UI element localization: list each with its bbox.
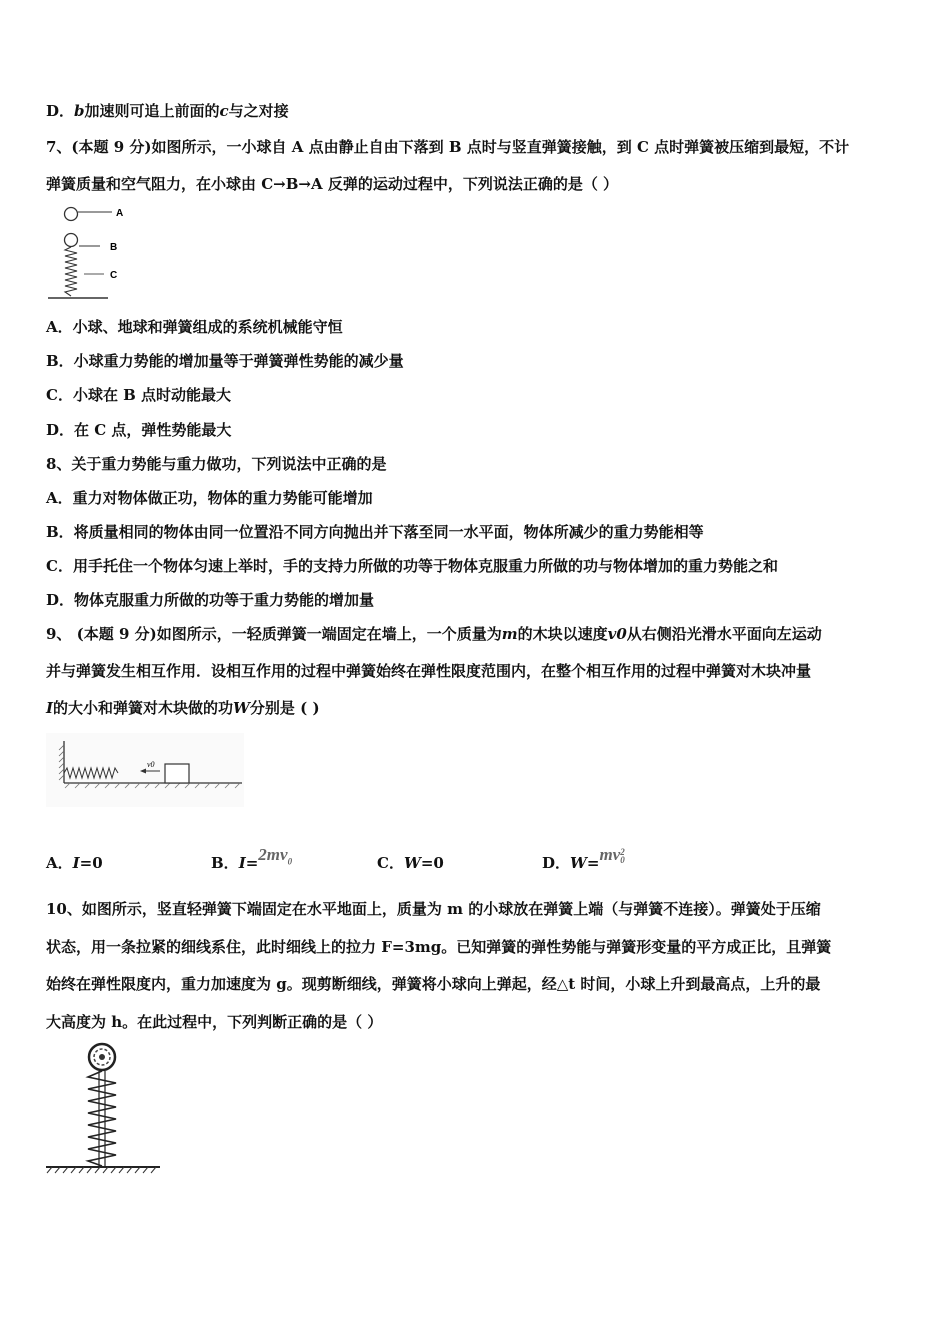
option-value: =0 [420,854,444,872]
q7-stem-line2: 弹簧质量和空气阻力，在小球由 C→B→A 反弹的运动过程中，下列说法正确的是（ ） [46,175,619,193]
formula-subscript: 0 [620,855,625,866]
prev-option-d [46,101,289,121]
var-c: c [219,102,229,120]
q7-stem-line1: 7、(本题 9 分)如图所示，一小球自 A 点由静止自由下落到 B 点时与竖直弹簧接触，到 C 点时弹簧被压缩到最短，不计 [46,138,850,156]
var-i: I [238,854,246,872]
formula-2mv0 [258,845,293,867]
label-c: C [110,270,118,281]
formula-subscript: 0 [287,856,293,867]
q8-option-d: D．物体克服重力所做的功等于重力势能的增加量 [46,591,375,609]
option-label: D． [542,854,571,872]
var-v0: v0 [607,625,627,643]
q9-wall-spring-block-figure [46,733,246,809]
var-w: W [403,854,421,872]
q10-stem-line2: 状态，用一条拉紧的细线系住，此时细线上的拉力 F=3mg。已知弹簧的弹性势能与弹簧形变量的平方成正比，且弹簧 [46,938,832,956]
q9-stem-line1 [46,624,822,644]
equals-sign: = [586,854,600,872]
var-w: W [233,699,250,717]
stem-text: 9、 (本题 9 分)如图所示，一轻质弹簧一端固定在墙上，一个质量为 [46,625,502,643]
var-m: m [501,625,518,643]
var-w: W [570,854,587,872]
formula-superscript: 2 [620,847,625,858]
var-b: b [74,102,85,120]
q10-stem-line3: 始终在弹性限度内，重力加速度为 g。现剪断细线，弹簧将小球向上弹起，经△t 时间，小球上升到最高点，上升的最 [46,975,821,993]
option-label: D． [46,102,75,120]
q10-stem-line1: 10、如图所示，竖直轻弹簧下端固定在水平地面上，质量为 m 的小球放在弹簧上端（与弹簧不连接）。弹簧处于压缩 [46,900,821,918]
q10-stem-line4: 大高度为 h。在此过程中，下列判断正确的是（ ） [46,1013,383,1031]
formula-text: mv [599,845,621,864]
q9-option-c [377,853,444,873]
var-i: I [46,699,54,717]
q7-spring-ball-figure [46,204,146,304]
var-i: I [72,854,80,872]
q8-option-b: B．将质量相同的物体由同一位置沿不同方向抛出并下落至同一水平面，物体所减少的重力势能相等 [46,523,704,541]
q7-option-c: C．小球在 B 点时动能最大 [46,386,232,404]
v0-label: v0 [147,760,155,769]
option-label: A． [46,854,73,872]
formula-text: 2mv [258,845,288,864]
q8-option-c: C．用手托住一个物体匀速上举时，手的支持力所做的功等于物体克服重力所做的功与物体增加的重力势能之和 [46,557,778,575]
option-label: B． [211,854,239,872]
q9-stem-line2: 并与弹簧发生相互作用．设相互作用的过程中弹簧始终在弹性限度范围内，在整个相互作用的过程中弹簧对木块冲量 [46,662,812,680]
label-a: A [116,208,124,219]
q8-stem: 8、关于重力势能与重力做功，下列说法中正确的是 [46,455,387,473]
equals-sign: = [245,854,259,872]
option-text: 与之对接 [228,102,289,120]
q10-vertical-spring-ball-figure [44,1040,164,1176]
q7-option-a: A．小球、地球和弹簧组成的系统机械能守恒 [46,318,343,336]
stem-text: 从右侧沿光滑水平面向左运动 [626,625,822,643]
option-text: 加速则可追上前面的 [84,102,220,120]
q8-option-a: A．重力对物体做正功，物体的重力势能可能增加 [46,489,373,507]
q7-option-b: B．小球重力势能的增加量等于弹簧弹性势能的减少量 [46,352,404,370]
stem-text: 的木块以速度 [517,625,608,643]
option-label: C． [377,854,404,872]
option-value: =0 [79,854,103,872]
q9-stem-line3 [46,698,320,718]
stem-text: 的大小和弹簧对木块做的功 [53,699,234,717]
q7-option-d: D．在 C 点，弹性势能最大 [46,421,232,439]
q9-option-b [211,845,293,879]
stem-text: 分别是 ( ) [249,699,320,717]
label-b: B [110,242,118,253]
q9-option-a [46,853,103,873]
q9-option-d [542,845,625,873]
formula-mv0-squared [599,845,624,864]
